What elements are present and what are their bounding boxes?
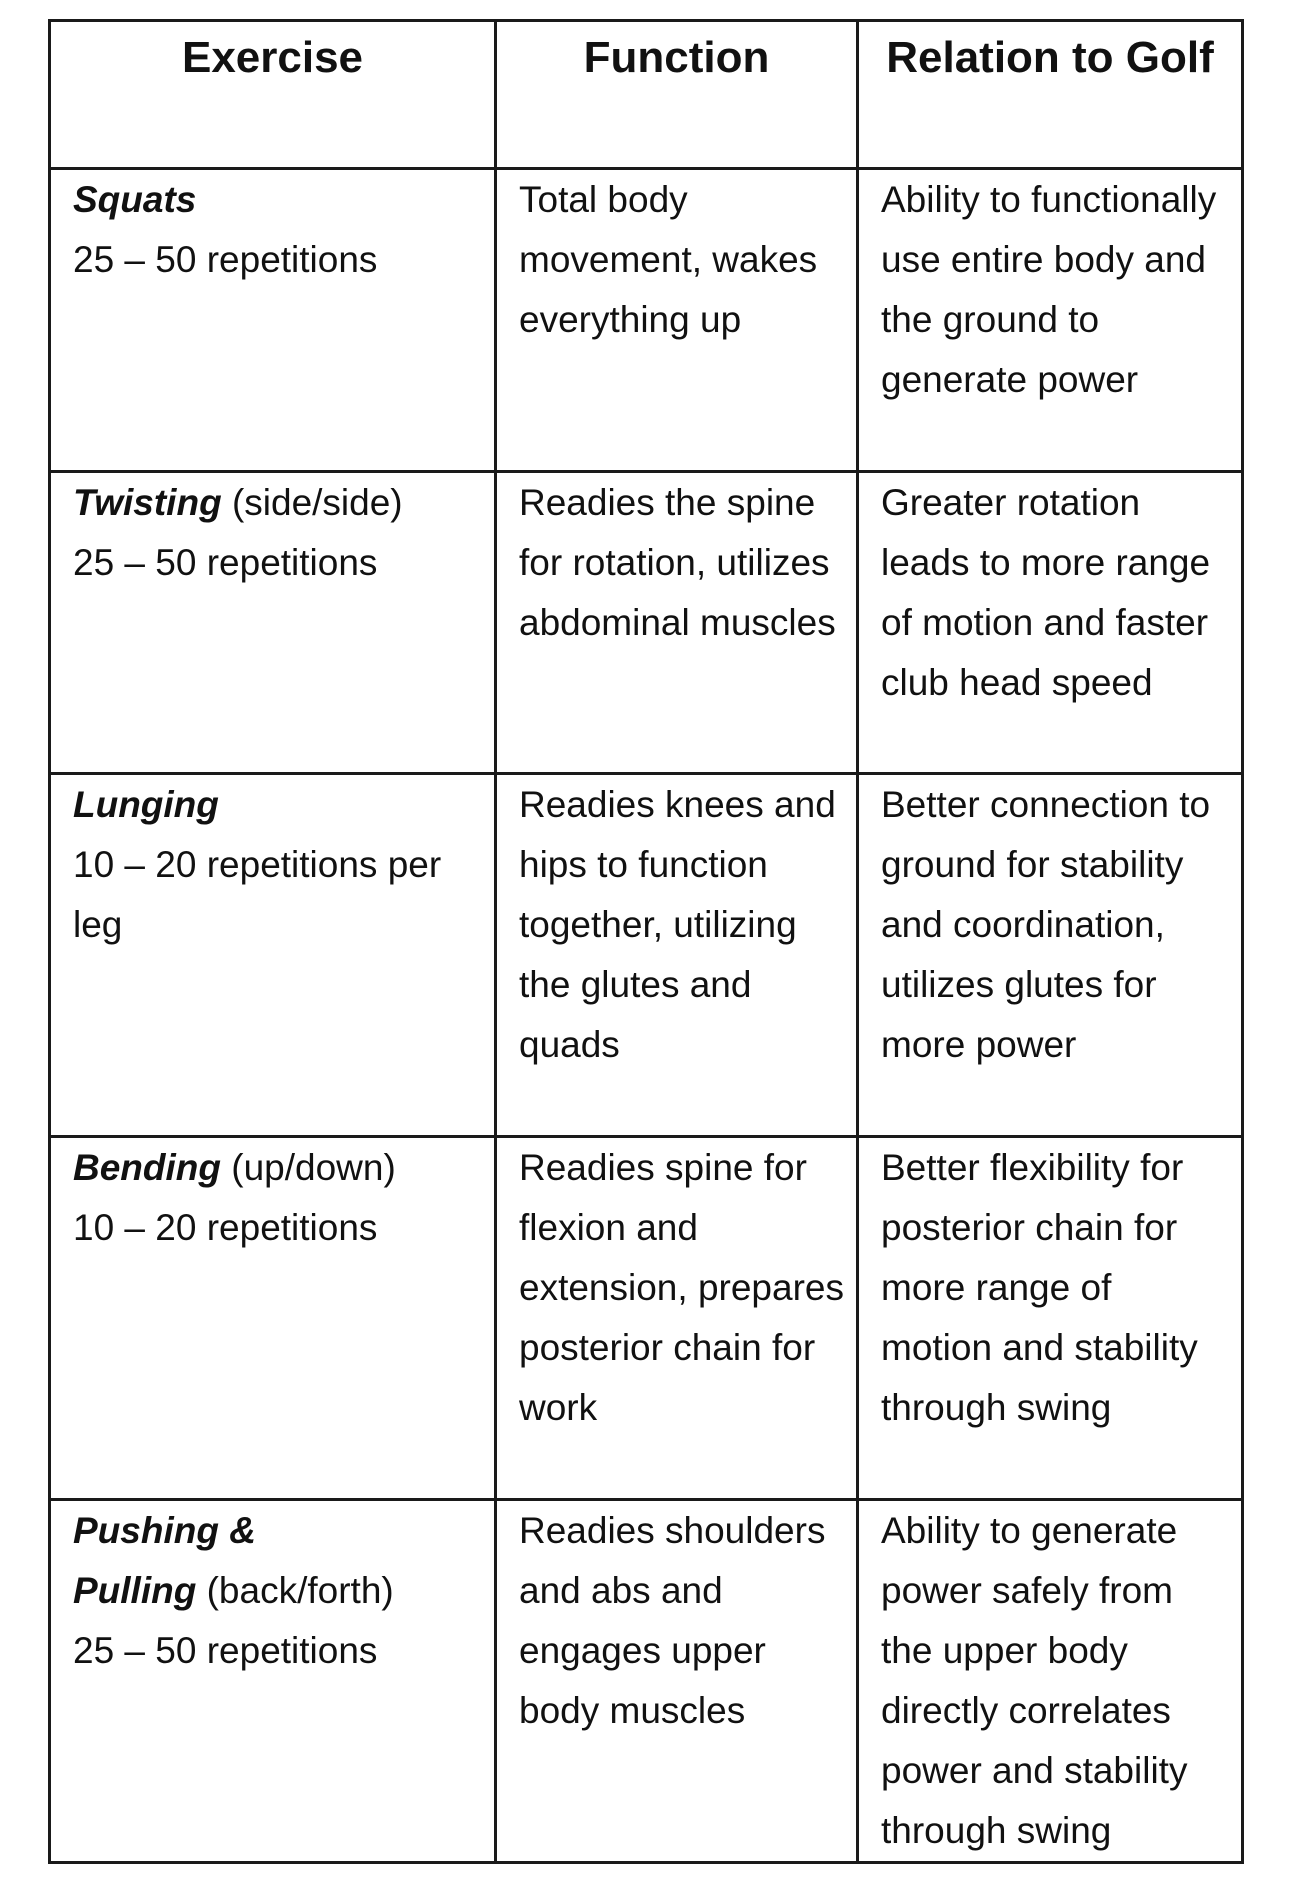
exercise-name: Lunging bbox=[73, 784, 219, 825]
table-row-bending bbox=[50, 1137, 1243, 1500]
function-cell: Total body movement, wakes everything up bbox=[496, 169, 858, 472]
exercise-reps: 25 – 50 repetitions bbox=[73, 239, 378, 280]
function-cell: Readies the spine for rotation, utilizes abdominal muscles bbox=[496, 472, 858, 774]
exercise-name: Pushing & bbox=[73, 1510, 256, 1551]
exercise-reps: 25 – 50 repetitions bbox=[73, 542, 378, 583]
function-cell: Readies spine for flexion and extension, prepares posterior chain for work bbox=[496, 1137, 858, 1500]
exercise-cell bbox=[50, 1137, 496, 1500]
header-exercise: Exercise bbox=[50, 21, 496, 169]
exercise-reps: 25 – 50 repetitions bbox=[73, 1630, 378, 1671]
exercise-qualifier: (side/side) bbox=[221, 482, 403, 523]
relation-cell: Greater rotation leads to more range of motion and faster club head speed bbox=[858, 472, 1243, 774]
exercise-cell bbox=[50, 1500, 496, 1863]
table-row-squats bbox=[50, 169, 1243, 472]
table-row-pushing-pulling bbox=[50, 1500, 1243, 1863]
header-function: Function bbox=[496, 21, 858, 169]
table-row-lunging bbox=[50, 774, 1243, 1137]
exercise-cell bbox=[50, 472, 496, 774]
function-cell: Readies knees and hips to function together, utilizing the glutes and quads bbox=[496, 774, 858, 1137]
relation-cell: Better connection to ground for stability and coordination, utilizes glutes for more power bbox=[858, 774, 1243, 1137]
relation-cell: Better flexibility for posterior chain for more range of motion and stability through swing bbox=[858, 1137, 1243, 1500]
exercise-reps: 10 – 20 repetitions bbox=[73, 1207, 378, 1248]
relation-cell: Ability to functionally use entire body and the ground to generate power bbox=[858, 169, 1243, 472]
exercise-reps: 10 – 20 repetitions per leg bbox=[73, 844, 442, 945]
relation-cell: Ability to generate power safely from the upper body directly correlates power and stability through swing bbox=[858, 1500, 1243, 1863]
warmup-exercise-table bbox=[48, 19, 1244, 1864]
function-cell: Readies shoulders and abs and engages upper body muscles bbox=[496, 1500, 858, 1863]
exercise-qualifier: (up/down) bbox=[220, 1147, 396, 1188]
table-row-twisting bbox=[50, 472, 1243, 774]
exercise-name: Bending bbox=[73, 1147, 221, 1188]
exercise-name: Squats bbox=[73, 179, 197, 220]
exercise-cell bbox=[50, 169, 496, 472]
exercise-name: Twisting bbox=[73, 482, 222, 523]
exercise-name-continued: Pulling bbox=[73, 1570, 197, 1611]
header-relation-to-golf: Relation to Golf bbox=[858, 21, 1243, 169]
exercise-qualifier: (back/forth) bbox=[196, 1570, 394, 1611]
exercise-cell bbox=[50, 774, 496, 1137]
header-row bbox=[50, 21, 1243, 169]
